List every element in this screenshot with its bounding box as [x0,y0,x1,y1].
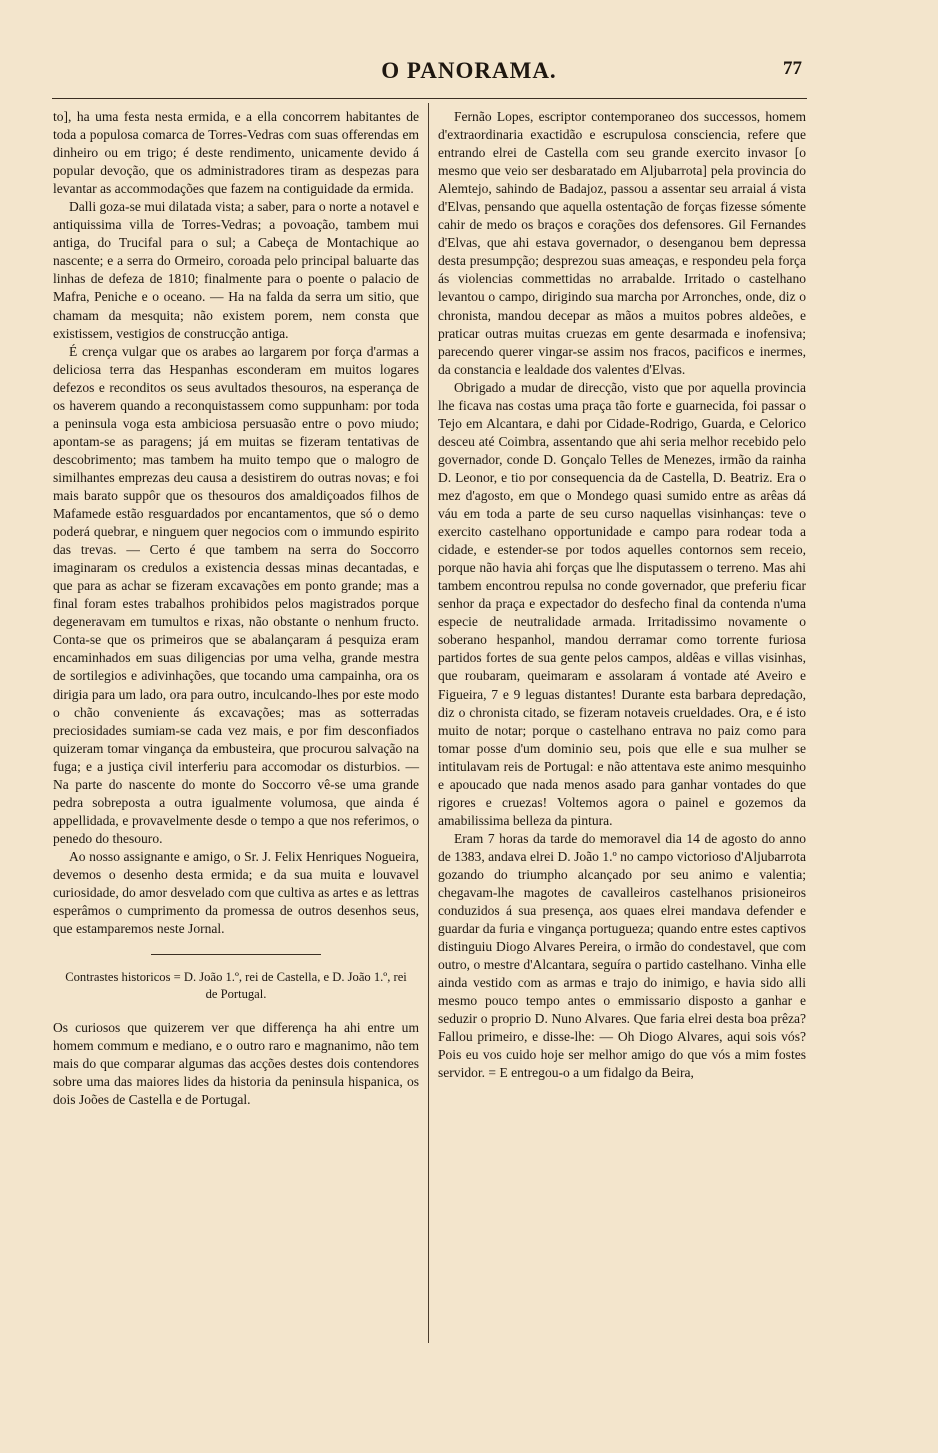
paragraph: Fernão Lopes, escriptor contemporaneo dos successos, homem d'extraordinaria exactidão e escrupulosa consciencia, refere que entrando elrei de Castella com seu grande exercito invasor [o mesmo que veio ser desbaratado em Aljubarrota] pela provincia do Alemtejo, sahindo de Badajoz, passou a assentar seu arraial á vista d'Elvas, pensando que aquella ostentação de forças fizesse sómente cahir de medo os braços e corações dos defensores. Gil Fernandes d'Elvas, que ahi estava governador, o desenganou bem depressa desta presumpção; desprezou suas ameaças, e respondeu pela força ás violencias commettidas no arrabalde. Irritado o castelhano levantou o campo, dirigindo sua marcha por Arronches, onde, diz o chronista, mandou decepar as mãos a muitos pobres aldeões, e praticar outras muitas cruezas em gente desarmada e inofensiva; parecendo querer vingar-se assim nos fracos, pacificos e inermes, da constancia e lealdade dos valentes d'Elvas. [438,109,806,377]
paragraph: Obrigado a mudar de direcção, visto que por aquella provincia lhe ficava nas costas uma praça tão forte e guarnecida, foi passar o Tejo em Alcantara, e dahi por Cidade-Rodrigo, Guarda, e Celorico desceu até Coimbra, assentando que ahi seria melhor recebido pelo governador, conde D. Gonçalo Telles de Menezes, irmão da rainha D. Leonor, e tio por consequencia da de Castella, D. Beatriz. Era o mez d'agosto, em que o Mondego quasi sumido entre as arêas dá váu em toda a parte de seu curso naquellas visinhanças: teve o exercito castelhano opportunidade e campo para rodear toda a cidade, e estender-se por todos aquelles contornos sem receio, porque não havia ahi forças que lhe disputassem o terreno. Mas ahi tambem encontrou repulsa no conde governador, que preferiu ficar senhor da praça e expectador do desfecho final da contenda n'uma especie de neutralidade armada. Irritadissimo novamente o soberano hespanhol, mandou derramar como torrente furiosa partidos fortes de sua gente pelos campos, aldêas e villas visinhas, que roubaram, queimaram e assolaram á vontade até Aveiro e Figueira, 7 e 9 leguas distantes! Durante esta barbara depredação, diz o chronista citado, se fizeram notaveis crueldades. Ora, e é isto muito de notar; porque o castelhano entrava no paiz como para tomar posse d'um dominio seu, pois que elle e sua mulher se intitulavam reis de Portugal: e não attentava este animo mesquinho e apoucado que nada menos asado para ganhar vontades do que rigores e cruezas! Voltemos agora o painel e gozemos da amabilissima belleza da pintura. [438,379,806,828]
left-column [53,108,419,1109]
page-header [0,58,938,88]
section-title: Contrastes historicos = D. João 1.º, rei de Castella, e D. João 1.º, rei de Portugal. [65,970,407,1002]
paragraph: Os curiosos que quizerem ver que differença ha ahi entre um homem commum e mediano, e o outro raro e magnanimo, não tem mais do que comparar algumas das acções destes dois contendores sobre uma das maiores lides da historia da peninsula hispanica, os dois Joões de Castella e de Portugal. [53,1020,419,1108]
paragraph: to], ha uma festa nesta ermida, e a ella concorrem habitantes de toda a populosa comarca de Torres-Vedras com suas offerendas em dinheiro ou em trigo; é deste rendimento, unicamente devido á popular devoção, que os administradores tiram as despezas para levantar as accommodações que fazem na contiguidade da ermida. [53,109,419,197]
paragraph: Dalli goza-se mui dilatada vista; a saber, para o norte a notavel e antiquissima villa de Torres-Vedras; a povoação, tambem mui antiga, do Trucifal para o sul; a Cabeça de Montachique ao nascente; e a serra do Ormeiro, coroada pelo principal baluarte das linhas de defeza de 1810; finalmente para o poente o palacio de Mafra, Peniche e o oceano. — Ha na falda da serra um sitio, que chamam da mesquita; não existem porem, nem consta que existissem, vestigios de construcção antiga. [53,199,419,341]
journal-title: O PANORAMA. [381,58,557,83]
paragraph: Eram 7 horas da tarde do memoravel dia 14 de agosto do anno de 1383, andava elrei D. João 1.º no campo victorioso d'Aljubarrota gozando do triumpho alcançado por seu animo e valentia; chegavam-lhe magotes de cavalleiros castelhanos prisioneiros conduzidos á sua presença, aos quaes elrei mandava defender e guardar da furia e vingança portugueza; quando entre estes captivos distinguiu Diogo Alvares Pereira, o irmão do condestavel, que com outro, o mestre d'Alcantara, seguíra o partido castelhano. Vinha elle ainda vestido com as armas e trajo do inimigo, e havia sido alli mesmo pouco tempo antes o emmissario disposto a ganhar e seduzir o proprio D. Nuno Alvares. Que faria elrei desta boa prêza? Fallou primeiro, e disse-lhe: — Oh Diogo Alvares, aqui sois vós? Pois eu vos cuido hoje ser melhor amigo do que vós a mim fostes servidor. = E entregou-o a um fidalgo da Beira, [438,830,806,1081]
section-separator [151,954,321,955]
paragraph: Ao nosso assignante e amigo, o Sr. J. Felix Henriques Nogueira, devemos o desenho desta ermida; e da sua muita e louvavel curiosidade, do amor desvelado com que cultiva as artes e as lettras esperâmos o cumprimento da promessa de outros desenhos seus, que estamparemos neste Jornal. [53,848,419,937]
paragraph: É crença vulgar que os arabes ao largarem por força d'armas a deliciosa terra das Hespanhas esconderam em muitos logares defezos e reconditos os seus avultados thesouros, na esperança de os haverem quando a reconquistassem como suppunham: por toda a peninsula voga esta ambiciosa persuasão entre o povo miudo; apontam-se as paragens; já em muitas se fizeram tentativas de descobrimento; mas tambem ha muito tempo que o malogro de similhantes emprezas deu causa a desistirem do outras novas; e foi mais barato suppôr que os thesouros dos amaldiçoados filhos de Mafamede estão resguardados por encantamentos, que só o demo poderá quebrar, e ninguem quer negocios com o immundo espirito das trevas. — Certo é que tambem na serra do Soccorro imaginaram os credulos a existencia dessas minas decantadas, e que para as achar se fizeram excavações em ponto grande; mas a final foram estes trabalhos prohibidos pelos magistrados porque degeneravam em tumultos e rixas, não obstante o nenhum fructo. Conta-se que os primeiros que se abalançaram á pesquiza eram encaminhados em suas diligencias por uma velha, grande mestra de sortilegios e adivinhações, que tocando uma campainha, ora os dirigia para um lado, ora para outro, inculcando-lhes por este modo o chão conveniente ás excavações; mas as sotterradas preciosidades sumiam-se cada vez mais, e por fim desconfiados quizeram tomar vingança da embusteira, que procurou salvação na fuga; e a justiça civil interferiu para accomodar os disturbios. — Na parte do nascente do monte do Soccorro vê-se uma grande pedra sobreposta a outra igualmente volumosa, que ainda é appellidada, e provavelmente desde o tempo a que nos referimos, o penedo do thesouro. [53,343,419,846]
header-rule [52,98,807,99]
column-divider [428,103,429,1343]
right-column [438,108,806,1083]
page-number: 77 [783,58,802,79]
